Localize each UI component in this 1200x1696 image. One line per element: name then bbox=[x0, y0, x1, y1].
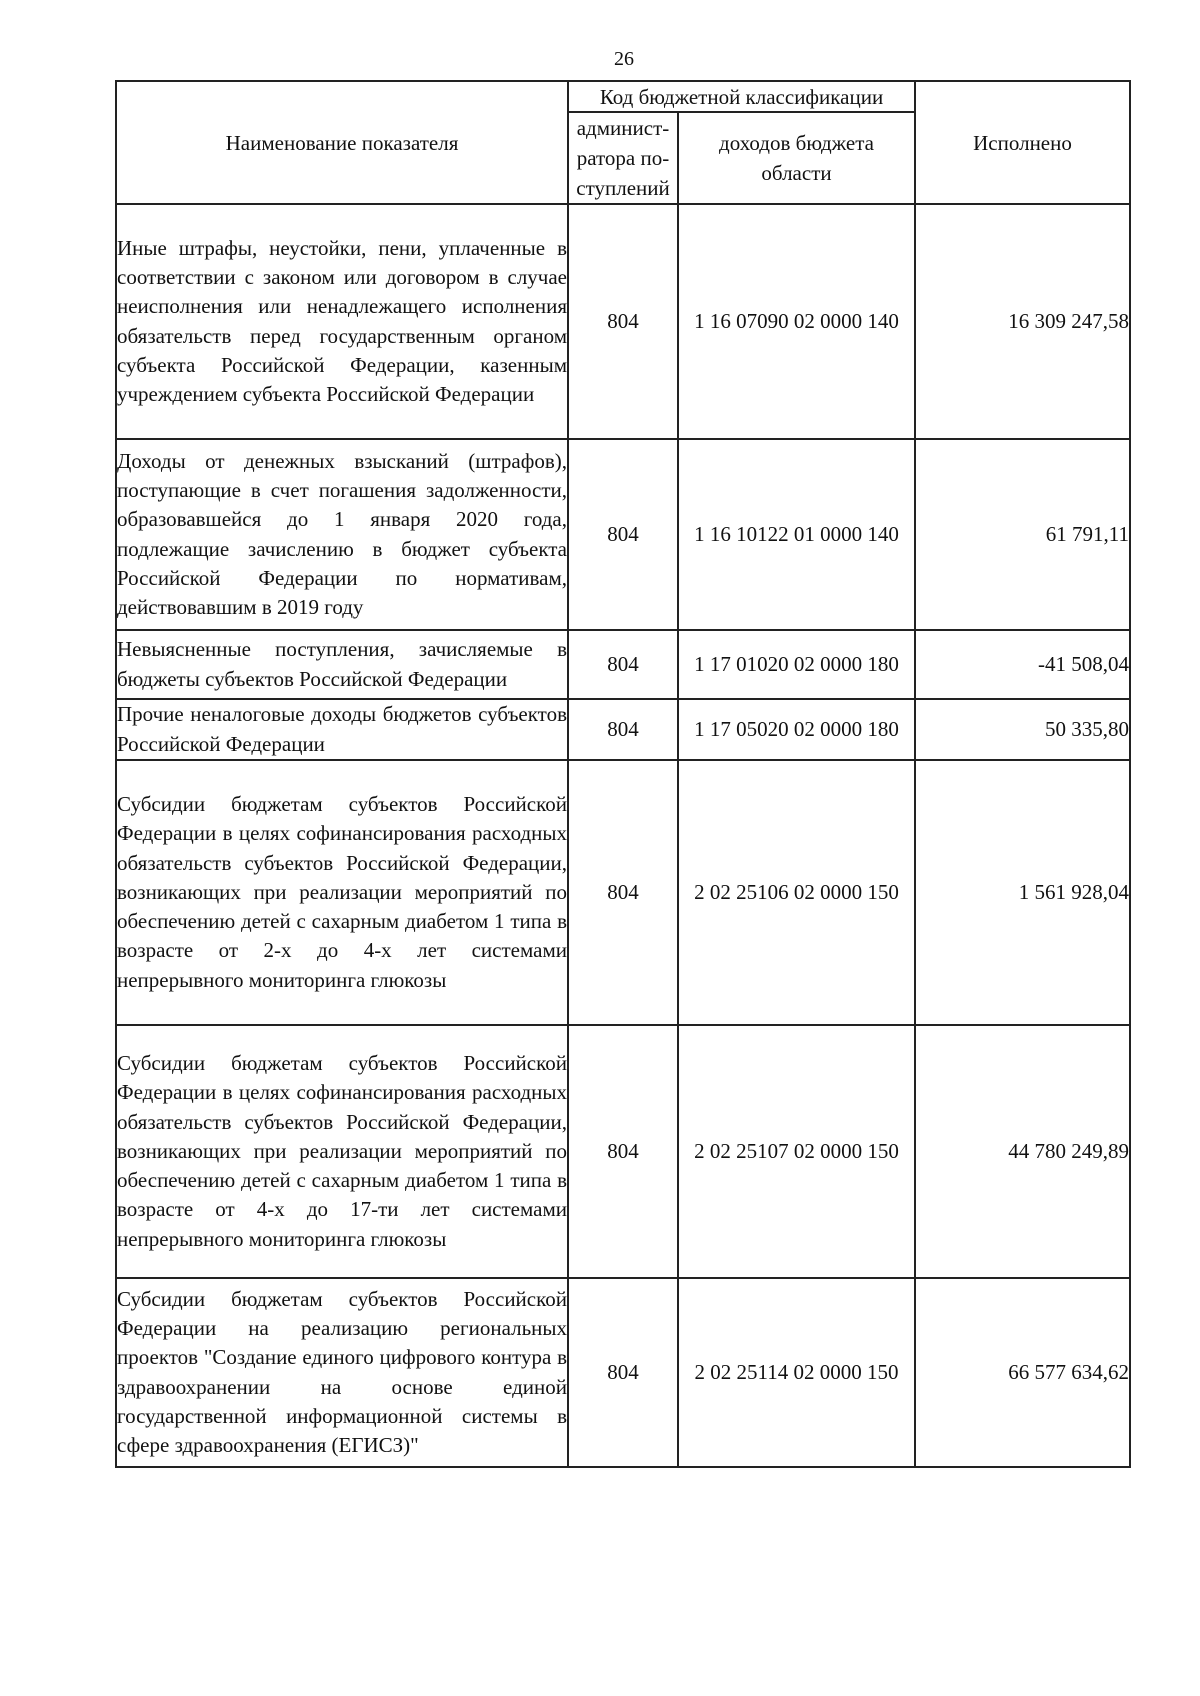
header-budget-classification-code: Код бюджетной классификации bbox=[568, 81, 915, 112]
administrator-code: 804 bbox=[568, 699, 678, 760]
indicator-name: Доходы от денежных взысканий (штрафов), поступающие в счет погашения задолженности, образовавшейся до 1 января 2020 года, подлежащие зачислению в бюджет субъекта Российской Федерации по нормативам, действовавшим в 2019 году bbox=[116, 439, 568, 630]
header-indicator-name: Наименование показателя bbox=[116, 81, 568, 204]
indicator-name: Прочие неналоговые доходы бюджетов субъектов Российской Федерации bbox=[116, 699, 568, 760]
table-row bbox=[116, 1278, 1130, 1467]
income-classification-code: 1 17 05020 02 0000 180 bbox=[678, 699, 915, 760]
administrator-code: 804 bbox=[568, 1025, 678, 1278]
budget-income-table bbox=[115, 80, 1131, 1468]
indicator-name: Субсидии бюджетам субъектов Российской Федерации в целях софинансирования расходных обязательств субъектов Российской Федерации, возникающих при реализации мероприятий по обеспечению детей с сахарным диабетом 1 типа в возрасте от 2-х до 4-х лет системами непрерывного мониторинга глюкозы bbox=[116, 760, 568, 1025]
indicator-name: Субсидии бюджетам субъектов Российской Федерации на реализацию региональных проектов "Создание единого цифрового контура в здравоохранении на основе единой государственной информационной системы в сфере здравоохранения (ЕГИСЗ)" bbox=[116, 1278, 568, 1467]
header-admin-line: админист- bbox=[576, 116, 670, 140]
administrator-code: 804 bbox=[568, 630, 678, 699]
header-executed: Исполнено bbox=[915, 81, 1130, 204]
indicator-name: Невыясненные поступления, зачисляемые в бюджеты субъектов Российской Федерации bbox=[116, 630, 568, 699]
executed-amount: 44 780 249,89 bbox=[915, 1025, 1130, 1278]
indicator-name: Иные штрафы, неустойки, пени, уплаченные в соответствии с законом или договором в случае неисполнения или ненадлежащего исполнения обязательств перед государственным органом субъекта Российской Федерации, казенным учреждением субъекта Российской Федерации bbox=[116, 204, 568, 439]
table-row bbox=[116, 760, 1130, 1025]
page-number: 26 bbox=[614, 48, 634, 70]
table-row bbox=[116, 1025, 1130, 1278]
income-classification-code: 1 16 07090 02 0000 140 bbox=[678, 204, 915, 439]
header-admin-line: ратора по- bbox=[576, 146, 670, 170]
administrator-code: 804 bbox=[568, 760, 678, 1025]
executed-amount: 16 309 247,58 bbox=[915, 204, 1130, 439]
executed-amount: -41 508,04 bbox=[915, 630, 1130, 699]
table-row bbox=[116, 630, 1130, 699]
administrator-code: 804 bbox=[568, 439, 678, 630]
header-revenue-administrator bbox=[568, 112, 678, 204]
income-classification-code: 1 16 10122 01 0000 140 bbox=[678, 439, 915, 630]
executed-amount: 50 335,80 bbox=[915, 699, 1130, 760]
header-income-line: доходов бюджета bbox=[719, 131, 874, 155]
executed-amount: 66 577 634,62 bbox=[915, 1278, 1130, 1467]
indicator-name: Субсидии бюджетам субъектов Российской Федерации в целях софинансирования расходных обязательств субъектов Российской Федерации, возникающих при реализации мероприятий по обеспечению детей с сахарным диабетом 1 типа в возрасте от 4-х до 17-ти лет системами непрерывного мониторинга глюкозы bbox=[116, 1025, 568, 1278]
header-admin-line: ступлений bbox=[576, 176, 670, 200]
executed-amount: 61 791,11 bbox=[915, 439, 1130, 630]
table-header-row bbox=[116, 81, 1130, 112]
table-row bbox=[116, 204, 1130, 439]
header-income-line: области bbox=[761, 161, 832, 185]
income-classification-code: 2 02 25106 02 0000 150 bbox=[678, 760, 915, 1025]
header-regional-budget-income bbox=[678, 112, 915, 204]
income-classification-code: 2 02 25114 02 0000 150 bbox=[678, 1278, 915, 1467]
income-classification-code: 1 17 01020 02 0000 180 bbox=[678, 630, 915, 699]
income-classification-code: 2 02 25107 02 0000 150 bbox=[678, 1025, 915, 1278]
table-row bbox=[116, 699, 1130, 760]
administrator-code: 804 bbox=[568, 1278, 678, 1467]
table-row bbox=[116, 439, 1130, 630]
administrator-code: 804 bbox=[568, 204, 678, 439]
executed-amount: 1 561 928,04 bbox=[915, 760, 1130, 1025]
